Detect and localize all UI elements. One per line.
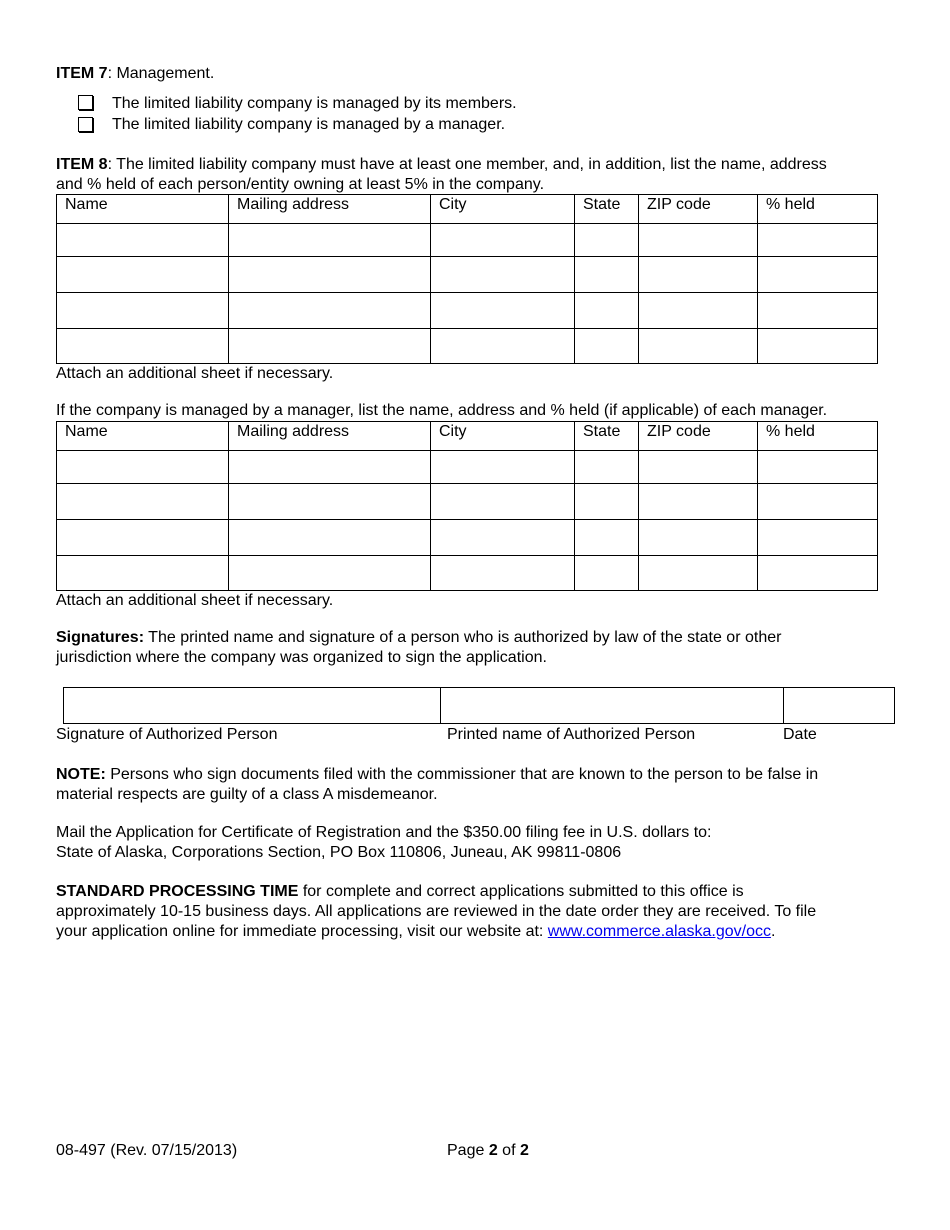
processing-label: STANDARD PROCESSING TIME: [56, 883, 299, 900]
table-cell[interactable]: [758, 451, 878, 484]
processing-line1: STANDARD PROCESSING TIME for complete and correct applications submitted to this office is: [56, 883, 744, 900]
col-percent-held: % held: [758, 422, 878, 451]
table-cell[interactable]: [229, 556, 431, 591]
page-current: 2: [488, 1142, 498, 1159]
col-name: Name: [57, 195, 229, 224]
processing-line2: approximately 10-15 business days. All applications are reviewed in the date order they are received. To file: [56, 903, 817, 920]
col-zip: ZIP code: [639, 195, 758, 224]
table-cell[interactable]: [229, 293, 431, 329]
item7-label: ITEM 7: [56, 65, 108, 82]
table-cell[interactable]: [758, 257, 878, 293]
note-line1: NOTE: Persons who sign documents filed with the commissioner that are known to the person to be false in: [56, 766, 819, 783]
col-city: City: [431, 422, 575, 451]
col-state: State: [575, 422, 639, 451]
table-cell[interactable]: [639, 520, 758, 556]
members-table: [56, 194, 878, 364]
table-cell[interactable]: [639, 224, 758, 257]
signature-caption: Signature of Authorized Person: [56, 726, 278, 743]
mailing-address: State of Alaska, Corporations Section, PO Box 110806, Juneau, AK 99811-0806: [56, 844, 622, 861]
page-number: Page 2 of 2: [447, 1142, 529, 1159]
table-row: [57, 556, 878, 591]
manager-managed-label: The limited liability company is managed by a manager.: [112, 116, 506, 133]
table-cell[interactable]: [57, 556, 229, 591]
table-cell[interactable]: [758, 520, 878, 556]
col-percent-held: % held: [758, 195, 878, 224]
table-cell[interactable]: [57, 329, 229, 364]
table-row: [57, 257, 878, 293]
note-paragraph: [56, 765, 936, 805]
members-managed-checkbox[interactable]: [78, 95, 93, 110]
table-cell[interactable]: [575, 224, 639, 257]
table-cell[interactable]: [639, 484, 758, 520]
managers-table-header: [57, 422, 878, 451]
table-cell[interactable]: [57, 257, 229, 293]
note-line2: material respects are guilty of a class A misdemeanor.: [56, 786, 438, 803]
table-row: [57, 293, 878, 329]
table-cell[interactable]: [758, 556, 878, 591]
col-name: Name: [57, 422, 229, 451]
table-cell[interactable]: [57, 451, 229, 484]
table-cell[interactable]: [431, 484, 575, 520]
table-cell[interactable]: [575, 484, 639, 520]
table-row: [57, 520, 878, 556]
page-total: 2: [519, 1142, 529, 1159]
manager-managed-checkbox[interactable]: [78, 117, 93, 132]
col-city: City: [431, 195, 575, 224]
table-cell[interactable]: [758, 329, 878, 364]
date-field[interactable]: [784, 688, 894, 723]
col-mailing-address: Mailing address: [229, 422, 431, 451]
table-cell[interactable]: [229, 257, 431, 293]
table-cell[interactable]: [575, 520, 639, 556]
table-cell[interactable]: [431, 329, 575, 364]
item7-heading: [56, 64, 214, 84]
table-cell[interactable]: [758, 293, 878, 329]
table-cell[interactable]: [575, 329, 639, 364]
members-managed-label: The limited liability company is managed by its members.: [112, 95, 517, 112]
table-cell[interactable]: [758, 484, 878, 520]
signatures-line1: Signatures: The printed name and signature of a person who is authorized by law of the state or other: [56, 629, 782, 646]
table-cell[interactable]: [57, 520, 229, 556]
table-cell[interactable]: [575, 556, 639, 591]
date-caption: Date: [783, 726, 817, 743]
table-cell[interactable]: [639, 329, 758, 364]
printed-name-caption: Printed name of Authorized Person: [447, 726, 696, 743]
item8-label: ITEM 8: [56, 156, 108, 173]
table-cell[interactable]: [229, 224, 431, 257]
website-link[interactable]: www.commerce.alaska.gov/occ: [547, 923, 771, 940]
members-table-header: [57, 195, 878, 224]
table-cell[interactable]: [575, 451, 639, 484]
table-cell[interactable]: [57, 484, 229, 520]
signatures-instructions: [56, 628, 936, 668]
table-cell[interactable]: [229, 329, 431, 364]
signature-box: [63, 687, 895, 724]
item8-instructions: [56, 155, 936, 195]
managers-table: [56, 421, 878, 591]
processing-line3: your application online for immediate processing, visit our website at: www.commerce.alaska.gov/occ.: [56, 923, 776, 940]
table-cell[interactable]: [431, 520, 575, 556]
form-number: 08-497 (Rev. 07/15/2013): [56, 1142, 238, 1159]
table-cell[interactable]: [639, 257, 758, 293]
table-cell[interactable]: [431, 257, 575, 293]
item7-title: : Management.: [107, 65, 215, 82]
printed-name-field[interactable]: [441, 688, 784, 723]
table-row: [57, 224, 878, 257]
table-cell[interactable]: [639, 556, 758, 591]
table-cell[interactable]: [229, 484, 431, 520]
table-cell[interactable]: [57, 224, 229, 257]
item8-line2: and % held of each person/entity owning at least 5% in the company.: [56, 176, 545, 193]
table-cell[interactable]: [431, 224, 575, 257]
signature-field[interactable]: [64, 688, 441, 723]
managers-attach-note: Attach an additional sheet if necessary.: [56, 592, 334, 609]
table-cell[interactable]: [431, 451, 575, 484]
signatures-line2: jurisdiction where the company was organized to sign the application.: [56, 649, 547, 666]
table-cell[interactable]: [431, 556, 575, 591]
processing-paragraph: [56, 882, 941, 942]
col-zip: ZIP code: [639, 422, 758, 451]
col-mailing-address: Mailing address: [229, 195, 431, 224]
table-cell[interactable]: [57, 293, 229, 329]
table-row: [57, 451, 878, 484]
table-cell[interactable]: [639, 451, 758, 484]
table-cell[interactable]: [575, 257, 639, 293]
col-state: State: [575, 195, 639, 224]
table-cell[interactable]: [639, 293, 758, 329]
note-label: NOTE:: [56, 766, 106, 783]
managers-intro: If the company is managed by a manager, list the name, address and % held (if applicable) of each manager.: [56, 402, 828, 419]
table-row: [57, 484, 878, 520]
table-cell[interactable]: [575, 293, 639, 329]
table-row: [57, 329, 878, 364]
signatures-label: Signatures:: [56, 629, 145, 646]
mail-line1: Mail the Application for Certificate of Registration and the $350.00 filing fee in U.S. dollars to:: [56, 824, 712, 841]
table-cell[interactable]: [431, 293, 575, 329]
members-attach-note: Attach an additional sheet if necessary.: [56, 365, 334, 382]
mail-instructions: [56, 823, 936, 863]
table-cell[interactable]: [229, 520, 431, 556]
table-cell[interactable]: [229, 451, 431, 484]
table-cell[interactable]: [758, 224, 878, 257]
item8-line1: ITEM 8: The limited liability company must have at least one member, and, in addition, list the name, address: [56, 156, 827, 173]
